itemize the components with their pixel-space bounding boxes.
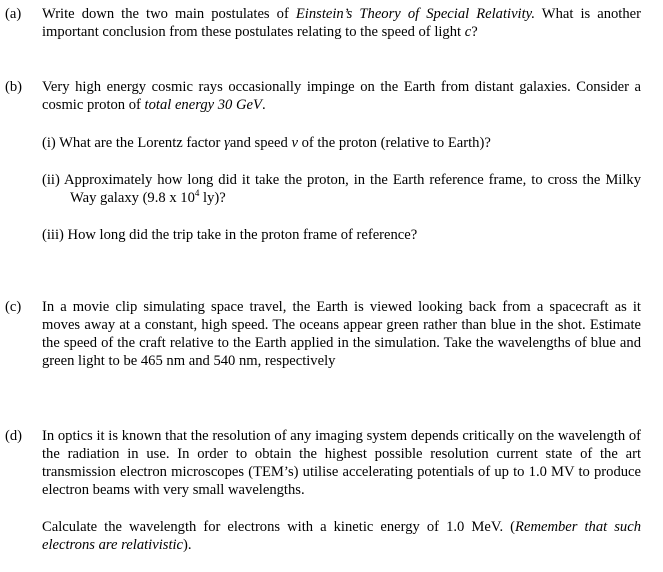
theory-name: Einstein’s Theory of Special Relativity. — [295, 6, 535, 22]
speed-symbol: v — [291, 135, 298, 151]
part-i-text: (i) What are the Lorentz factor — [42, 135, 225, 151]
question-b-intro — [42, 78, 641, 114]
question-b-part-i — [42, 134, 641, 152]
question-a-text — [42, 5, 641, 41]
question-b-label: (b) — [5, 79, 23, 95]
question-b-part-iii — [42, 226, 641, 244]
question-a-label: (a) — [5, 6, 22, 22]
calc-text: Calculate the wavelength for electrons with a kinetic energy of 1.0 MeV. ( — [42, 519, 516, 535]
question-b-intro-part: Very high energy cosmic rays occasionally impinge on the Earth from distant galaxies. Consider a cosmic proton of — [42, 79, 641, 113]
part-i-text: and speed — [229, 135, 292, 151]
calc-note: Remember that such electrons are relativistic — [42, 519, 641, 553]
question-b-part-ii — [42, 171, 641, 207]
question-c-label: (c) — [5, 299, 22, 315]
lorentz-symbol: γ — [224, 135, 230, 151]
question-d-label: (d) — [5, 428, 23, 444]
exponent: 4 — [194, 188, 200, 198]
question-a-text-part: What is another important conclusion from these postulates relating to the speed of light — [42, 6, 641, 40]
question-b-intro-part: . — [261, 97, 266, 113]
question-a-text-part: ? — [471, 24, 478, 40]
question-d-calculation — [42, 518, 641, 554]
part-iii-text: (iii) How long did the trip take in the proton frame of reference? — [42, 227, 418, 243]
proton-energy: total energy 30 GeV — [144, 97, 262, 113]
question-d-text: In optics it is known that the resolution of any imaging system depends critically on the wavelength of the radiation in use. In order to obtain the highest possible resolution current state of the art transmission electron microscopes (TEM’s) utilise accelerating potentials of up to 1.0 MV to produce electron beams with very small wavelengths. — [42, 428, 641, 498]
question-c-text: In a movie clip simulating space travel, the Earth is viewed looking back from a spacecraft as it moves away at a constant, high speed. The oceans appear green rather than blue in the shot. Estimate the speed of the craft relative to the Earth applied in the simulation. Take the wavelengths of blue and green light to be 465 nm and 540 nm, respectively — [42, 299, 641, 369]
part-ii-text: ly)? — [199, 190, 226, 206]
part-i-text: of the proton (relative to Earth)? — [297, 135, 491, 151]
question-a-text-part: Write down the two main postulates of — [42, 6, 296, 22]
calc-text: ). — [183, 537, 192, 553]
speed-of-light-symbol: c — [464, 24, 472, 40]
part-ii-text: (ii) Approximately how long did it take the proton, in the Earth reference frame, to cross the Milky Way galaxy (9.8 x 10 — [42, 172, 641, 206]
